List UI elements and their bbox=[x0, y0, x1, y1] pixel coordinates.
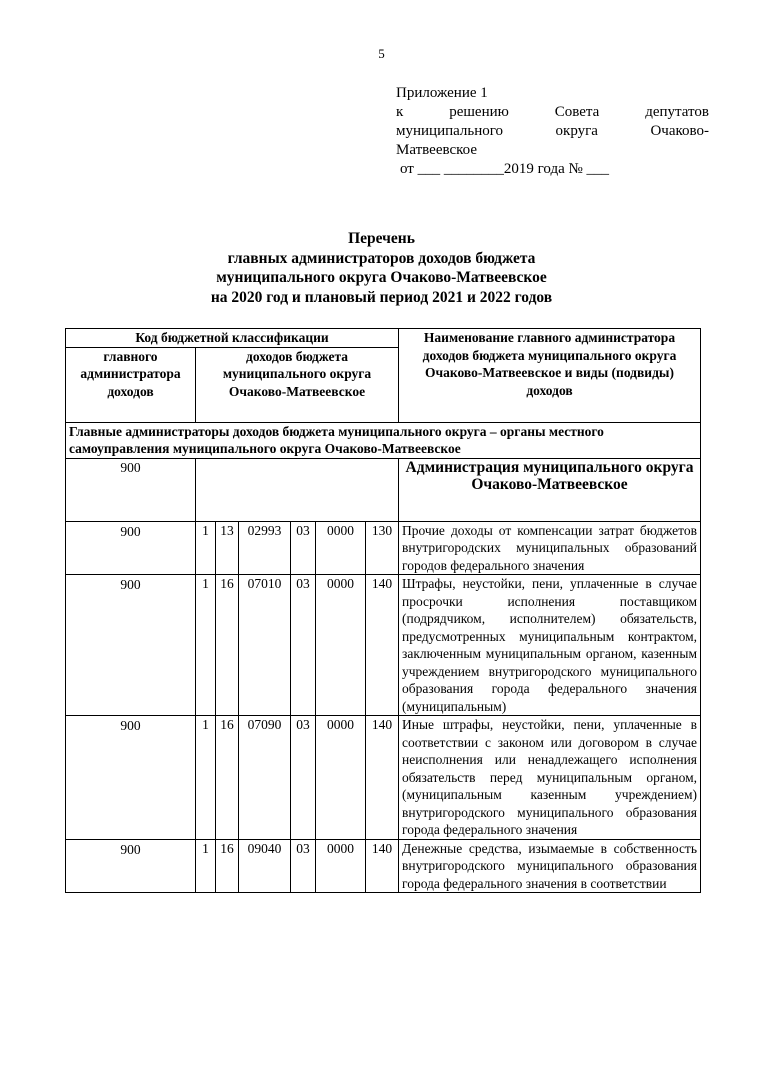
row-admin-code: 900 bbox=[66, 716, 196, 840]
row-code-1: 1 bbox=[196, 839, 216, 893]
header-budget-code: Код бюджетной классификации bbox=[66, 329, 399, 348]
row-code-5: 0000 bbox=[316, 521, 366, 575]
row-code-2: 16 bbox=[216, 839, 239, 893]
row-code-3: 07090 bbox=[239, 716, 291, 840]
table-row bbox=[66, 521, 701, 575]
row-code-3: 07010 bbox=[239, 575, 291, 716]
row-description: Иные штрафы, неустойки, пени, уплаченные в соответствии с законом или договором в случае неисполнения или ненадлежащего исполнения обязательств перед муниципальным органом, (муниципальным казенным учреждением) внутригородского муниципального образования города федерального значения bbox=[399, 716, 701, 840]
row-admin-code: 900 bbox=[66, 521, 196, 575]
row-code-4: 03 bbox=[291, 716, 316, 840]
row-code-4: 03 bbox=[291, 521, 316, 575]
row-code-3: 02993 bbox=[239, 521, 291, 575]
row-code-1: 1 bbox=[196, 575, 216, 716]
title-line-2: главных администраторов доходов бюджета bbox=[227, 249, 536, 267]
admin-code: 900 bbox=[66, 458, 196, 521]
title-line-4: на 2020 год и плановый период 2021 и 2022 годов bbox=[210, 288, 553, 306]
table-row bbox=[66, 839, 701, 893]
row-code-5: 0000 bbox=[316, 575, 366, 716]
row-code-5: 0000 bbox=[316, 839, 366, 893]
title-line-3: муниципального округа Очаково-Матвеевское bbox=[216, 269, 547, 286]
header-name: Наименование главного администратора доходов бюджета муниципального округа Очаково-Матвеевское и виды (подвиды) доходов bbox=[399, 329, 701, 423]
table-row bbox=[66, 575, 701, 716]
page-number: 5 bbox=[378, 46, 385, 61]
appendix-line-3: муниципального округа Очаково- bbox=[396, 123, 709, 139]
row-description: Штрафы, неустойки, пени, уплаченные в случае просрочки исполнения поставщиком (подрядчиком, исполнителем) обязательств, предусмотренных муниципальным контрактом, заключенным муниципальным органом, казенным учреждением внутригородского муниципального образования города федерального значения (муниципальным) bbox=[399, 575, 701, 716]
appendix-line-4: Матвеевское bbox=[396, 142, 477, 158]
appendix-line-2: к решению Совета депутатов bbox=[396, 104, 709, 120]
row-code-3: 09040 bbox=[239, 839, 291, 893]
title-line-1: Перечень bbox=[348, 230, 415, 247]
row-code-4: 03 bbox=[291, 839, 316, 893]
row-code-6: 140 bbox=[366, 716, 399, 840]
row-code-5: 0000 bbox=[316, 716, 366, 840]
document-title bbox=[0, 229, 763, 307]
row-code-6: 140 bbox=[366, 839, 399, 893]
row-code-1: 1 bbox=[196, 716, 216, 840]
appendix-block bbox=[396, 84, 709, 179]
row-code-4: 03 bbox=[291, 575, 316, 716]
appendix-line-1: Приложение 1 bbox=[396, 85, 488, 101]
row-code-1: 1 bbox=[196, 521, 216, 575]
table-row bbox=[66, 716, 701, 840]
appendix-date-line: от ___ ________2019 года № ___ bbox=[400, 161, 610, 177]
row-description: Денежные средства, изымаемые в собственность внутригородского муниципального образования города федерального значения в соответствии bbox=[399, 839, 701, 893]
header-income: доходов бюджета муниципального округа Очаково-Матвеевское bbox=[196, 347, 399, 422]
row-code-2: 16 bbox=[216, 716, 239, 840]
admin-name: Администрация муниципального округа Очаково-Матвеевское bbox=[399, 458, 701, 521]
row-admin-code: 900 bbox=[66, 839, 196, 893]
admin-empty-cell bbox=[196, 458, 399, 521]
row-code-6: 140 bbox=[366, 575, 399, 716]
row-admin-code: 900 bbox=[66, 575, 196, 716]
header-chief-admin: главного администратора доходов bbox=[66, 347, 196, 422]
row-code-2: 13 bbox=[216, 521, 239, 575]
row-code-6: 130 bbox=[366, 521, 399, 575]
revenue-administrators-table bbox=[65, 328, 701, 893]
row-description: Прочие доходы от компенсации затрат бюджетов внутригородских муниципальных образований городов федерального значения bbox=[399, 521, 701, 575]
row-code-2: 16 bbox=[216, 575, 239, 716]
section-title: Главные администраторы доходов бюджета муниципального округа – органы местного самоуправления муниципального округа Очаково-Матвеевское bbox=[66, 422, 701, 458]
